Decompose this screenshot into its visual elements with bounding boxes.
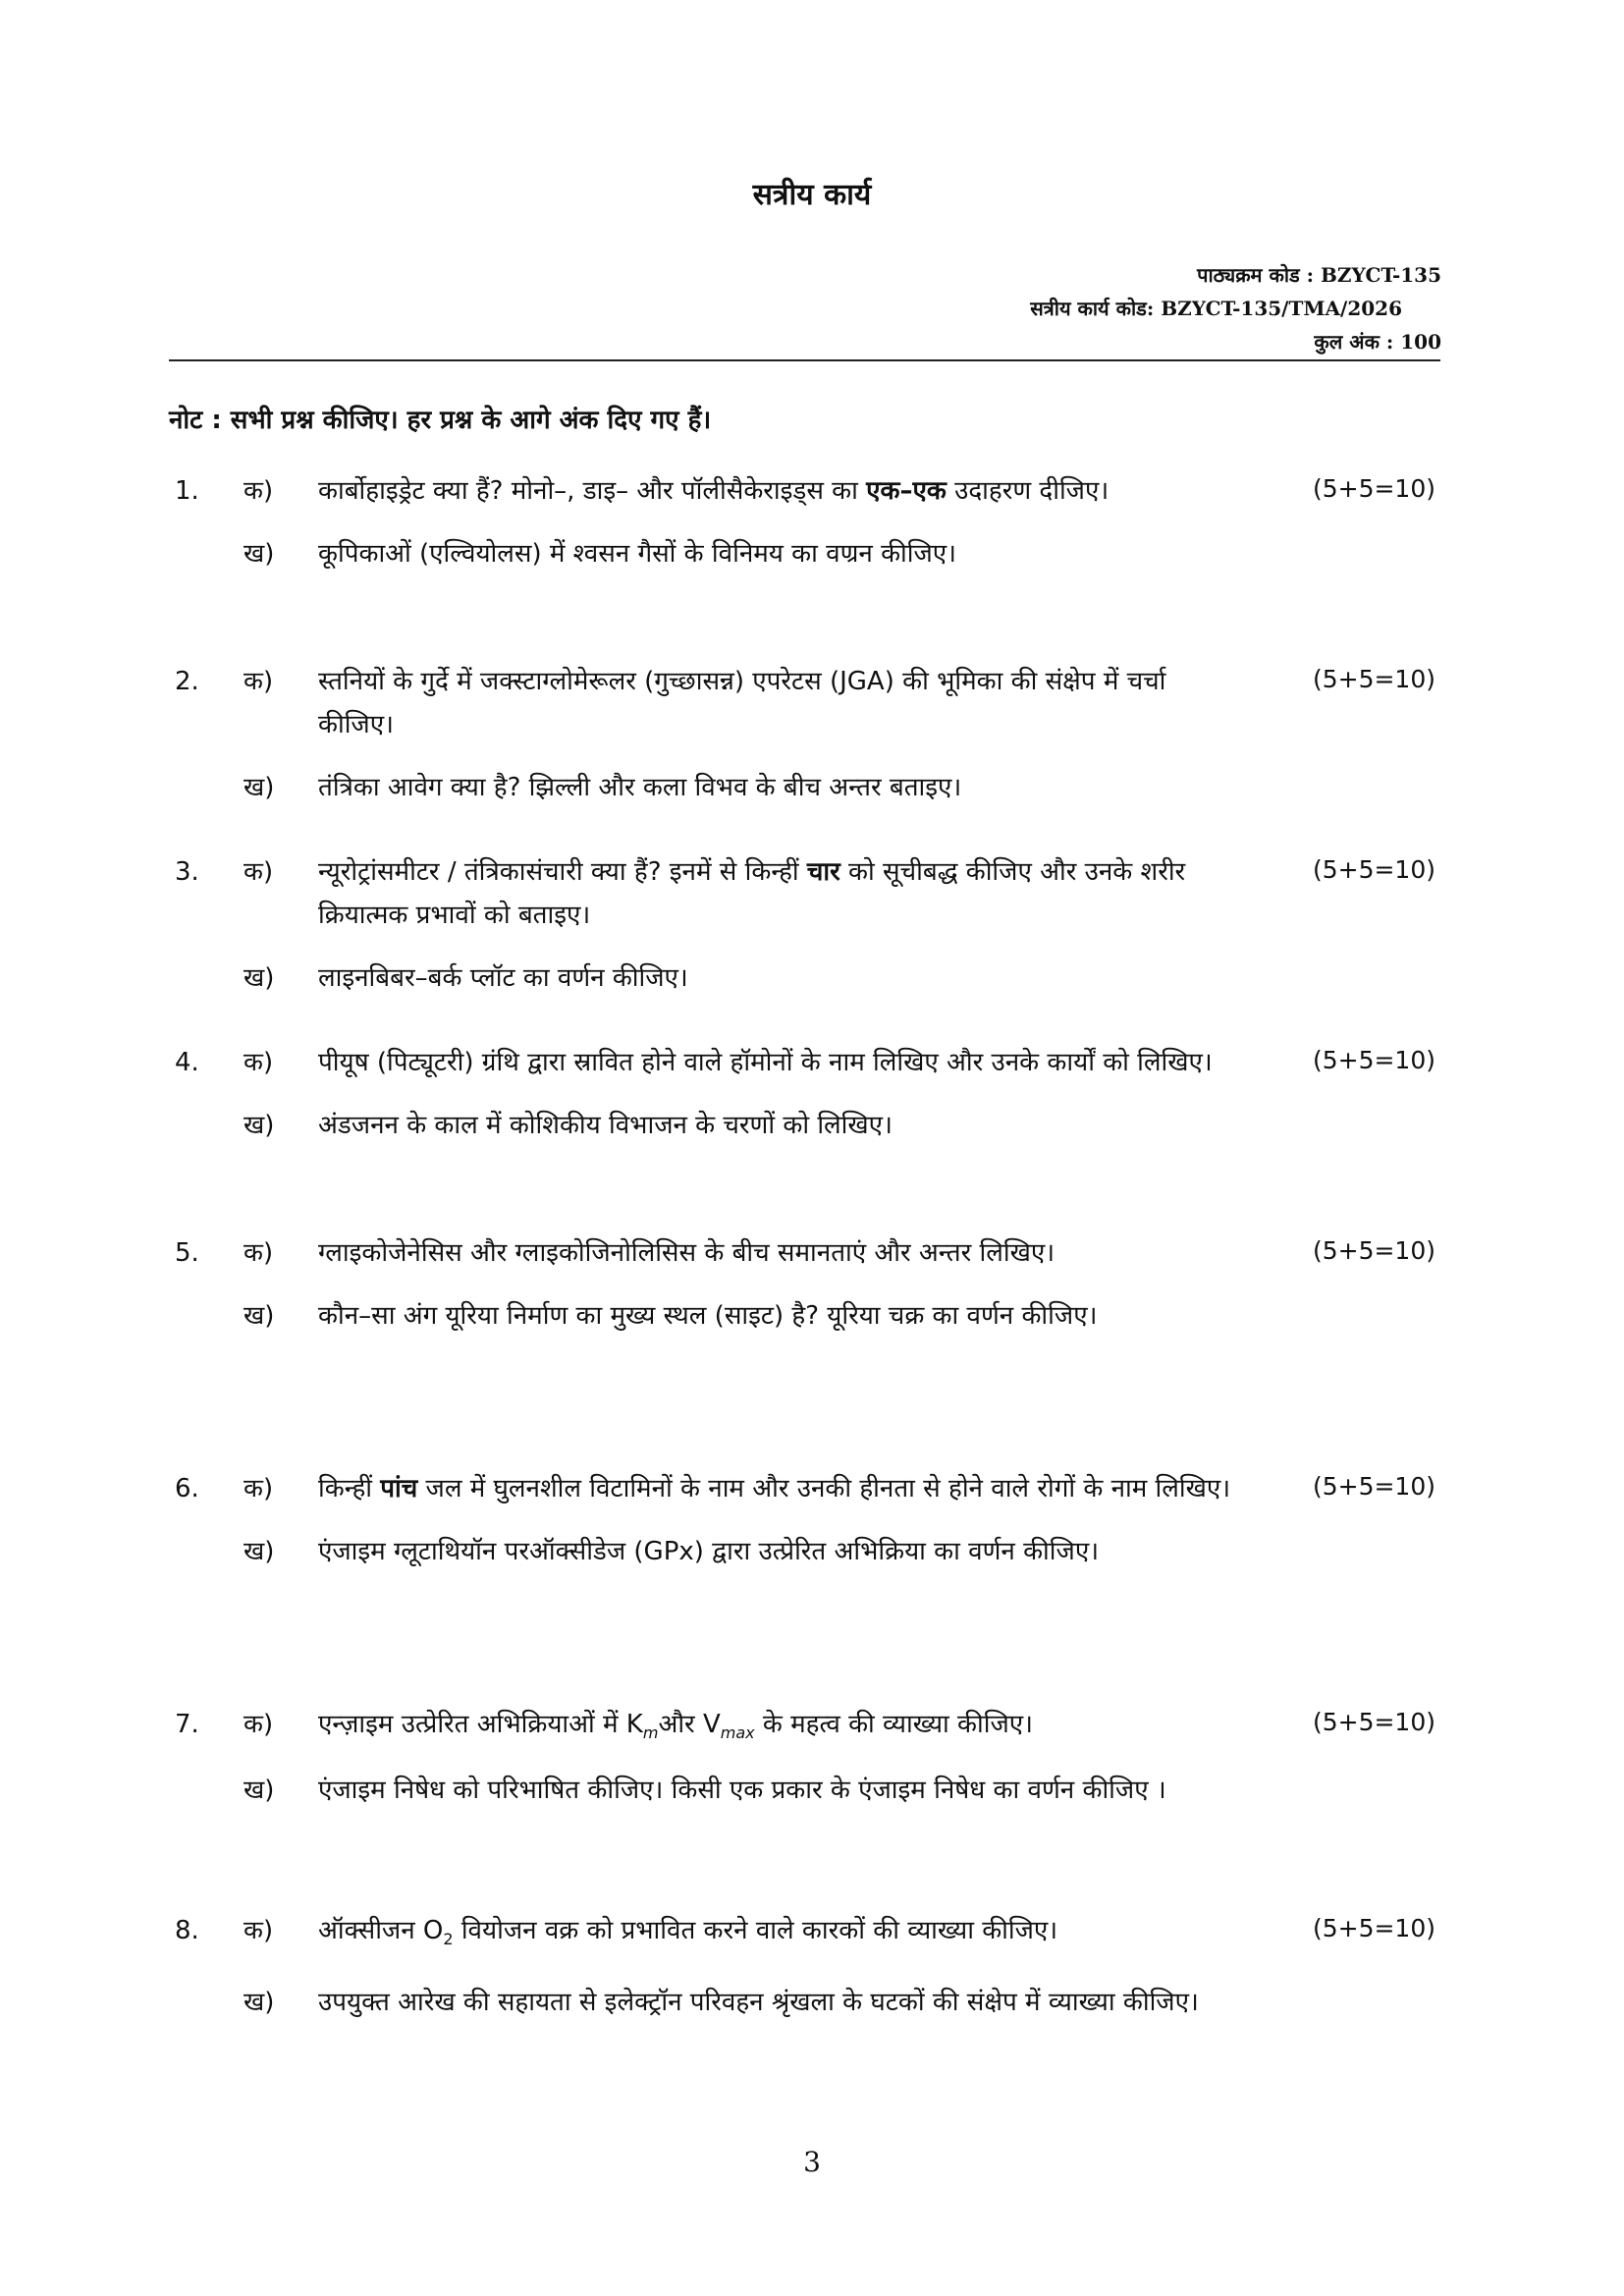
part-label: ख) bbox=[244, 1301, 275, 1331]
question-part bbox=[169, 532, 1445, 575]
question-part bbox=[169, 1294, 1445, 1338]
question-number: 4. bbox=[175, 1048, 199, 1077]
question-part bbox=[169, 1104, 1445, 1147]
page-number: 3 bbox=[803, 2146, 821, 2178]
question-8 bbox=[169, 1909, 1445, 2024]
part-label: क) bbox=[244, 1916, 274, 1945]
question-part bbox=[169, 1703, 1445, 1755]
header-divider bbox=[169, 359, 1440, 361]
question-1 bbox=[169, 469, 1445, 575]
part-label: क) bbox=[244, 1474, 274, 1503]
question-part bbox=[169, 1041, 1445, 1084]
question-marks: (5+5=10) bbox=[1312, 474, 1435, 503]
part-label: ख) bbox=[244, 963, 275, 993]
question-number: 8. bbox=[175, 1916, 199, 1945]
part-text: उपयुक्त आरेख की सहायता से इलेक्ट्रॉन परिवहन श्रृंखला के घटकों की संक्षेप में व्याख्या कीजिए। bbox=[318, 1988, 1199, 2018]
question-3 bbox=[169, 850, 1445, 1000]
question-part bbox=[169, 1909, 1445, 1961]
question-4 bbox=[169, 1041, 1445, 1147]
part-text: एंजाइम ग्लूटाथियॉन परऑक्सीडेज (GPx) द्वारा उत्प्रेरित अभिक्रिया का वर्णन कीजिए। bbox=[318, 1537, 1100, 1566]
total-marks: कुल अंक : 100 bbox=[1314, 330, 1441, 354]
question-number: 1. bbox=[175, 476, 199, 506]
part-label: क) bbox=[244, 476, 274, 506]
part-text: एन्ज़ाइम उत्प्रेरित अभिक्रियाओं में $K_mऔर$ $V_{max}$ के महत्व की व्याख्या कीजिए। bbox=[318, 1710, 1033, 1743]
course-code: पाठ्यक्रम कोड : BZYCT-135 bbox=[1197, 263, 1441, 287]
question-number: 2. bbox=[175, 667, 199, 696]
question-6 bbox=[169, 1467, 1445, 1573]
question-2 bbox=[169, 660, 1445, 809]
part-label: क) bbox=[244, 1048, 274, 1077]
part-text: तंत्रिका आवेग क्या है? झिल्ली और कला विभव के बीच अन्तर बताइए। bbox=[318, 773, 962, 802]
question-part bbox=[169, 957, 1445, 1000]
part-label: क) bbox=[244, 667, 274, 696]
part-text: न्यूरोट्रांसमीटर / तंत्रिकासंचारी क्या हैं? इनमें से किन्हीं चार को सूचीबद्ध कीजिए और उनके शरीर क्रियात्मक प्रभावों को बताइए। bbox=[318, 857, 1186, 930]
part-text: एंजाइम निषेध को परिभाषित कीजिए। किसी एक प्रकार के एंजाइम निषेध का वर्णन कीजिए । bbox=[318, 1776, 1166, 1806]
question-number: 5. bbox=[175, 1238, 199, 1268]
question-marks: (5+5=10) bbox=[1312, 855, 1435, 884]
part-text: कौन–सा अंग यूरिया निर्माण का मुख्य स्थल (साइट) है? यूरिया चक्र का वर्णन कीजिए। bbox=[318, 1301, 1098, 1331]
part-text: लाइनबिबर–बर्क प्लॉट का वर्णन कीजिए। bbox=[318, 963, 688, 993]
part-label: ख) bbox=[244, 1537, 275, 1566]
part-text: स्तनियों के गुर्दे में जक्स्टाग्लोमेरूलर (गुच्छासन्न) एपरेटस (JGA) की भूमिका की संक्षेप में चर्चा कीजिए। bbox=[318, 667, 1166, 739]
part-label: क) bbox=[244, 1710, 274, 1739]
page-title: सत्रीय कार्य bbox=[752, 178, 872, 212]
question-part bbox=[169, 766, 1445, 809]
part-label: क) bbox=[244, 1238, 274, 1268]
question-5 bbox=[169, 1231, 1445, 1338]
question-part bbox=[169, 850, 1445, 937]
part-text: अंडजनन के काल में कोशिकीय विभाजन के चरणों को लिखिए। bbox=[318, 1111, 893, 1140]
question-part bbox=[169, 660, 1445, 746]
question-marks: (5+5=10) bbox=[1312, 1914, 1435, 1942]
part-text: कार्बोहाइड्रेट क्या हैं? मोनो–, डाइ– और पॉलीसैकेराइड्स का एक–एक उदाहरण दीजिए। bbox=[318, 476, 1110, 506]
part-text: ग्लाइकोजेनेसिस और ग्लाइकोजिनोलिसिस के बीच समानताएं और अन्तर लिखिए। bbox=[318, 1238, 1056, 1268]
part-text: किन्हीं पांच जल में घुलनशील विटामिनों के नाम और उनकी हीनता से होने वाले रोगों के नाम लिखिए। bbox=[318, 1474, 1231, 1503]
question-number: 7. bbox=[175, 1710, 199, 1739]
question-marks: (5+5=10) bbox=[1312, 665, 1435, 693]
question-part bbox=[169, 1769, 1445, 1812]
part-text: कूपिकाओं (एल्वियोलस) में श्वसन गैसों के विनिमय का वण्रन कीजिए। bbox=[318, 539, 957, 569]
question-marks: (5+5=10) bbox=[1312, 1236, 1435, 1265]
question-part bbox=[169, 1981, 1445, 2024]
part-text: ऑक्सीजन $O_2$ वियोजन वक्र को प्रभावित करने वाले कारकों की व्याख्या कीजिए। bbox=[318, 1916, 1058, 1949]
question-part bbox=[169, 1231, 1445, 1275]
part-label: ख) bbox=[244, 1988, 275, 2018]
question-number: 6. bbox=[175, 1474, 199, 1503]
part-label: ख) bbox=[244, 1776, 275, 1806]
question-part bbox=[169, 1530, 1445, 1573]
question-marks: (5+5=10) bbox=[1312, 1472, 1435, 1501]
question-marks: (5+5=10) bbox=[1312, 1046, 1435, 1074]
part-label: ख) bbox=[244, 539, 275, 569]
part-label: ख) bbox=[244, 773, 275, 802]
part-label: क) bbox=[244, 857, 274, 887]
instructions-note: नोट : सभी प्रश्न कीजिए। हर प्रश्न के आगे अंक दिए गए हैं। bbox=[169, 406, 712, 435]
question-part bbox=[169, 469, 1445, 513]
assignment-code: सत्रीय कार्य कोड: BZYCT-135/TMA/2026 bbox=[1030, 297, 1402, 320]
part-text: पीयूष (पिट्यूटरी) ग्रंथि द्वारा स्रावित होने वाले हॉमोनों के नाम लिखिए और उनके कार्यों को लिखिए। bbox=[318, 1048, 1213, 1077]
part-label: ख) bbox=[244, 1111, 275, 1140]
question-number: 3. bbox=[175, 857, 199, 887]
question-part bbox=[169, 1467, 1445, 1510]
question-7 bbox=[169, 1703, 1445, 1812]
question-marks: (5+5=10) bbox=[1312, 1708, 1435, 1736]
